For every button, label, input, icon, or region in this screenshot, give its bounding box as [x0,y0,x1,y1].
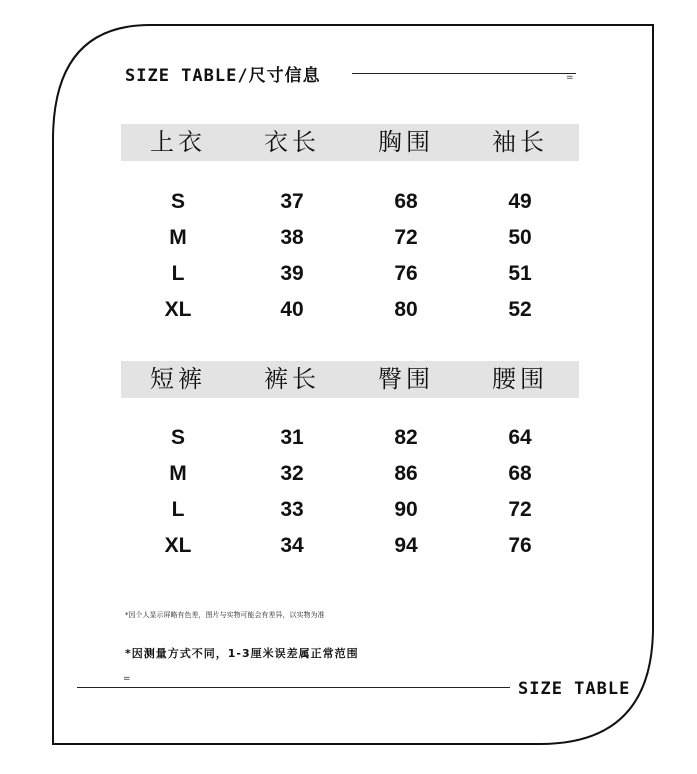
bottom-header-length: 裤长 [264,365,320,393]
footer-title: SIZE TABLE [518,679,631,699]
waist-cell: 64 [508,426,532,449]
top-header-length: 衣长 [264,128,320,156]
hip-cell: 94 [394,534,418,557]
waist-cell: 68 [508,462,532,485]
chest-cell: 68 [394,190,418,213]
waist-cell: 76 [508,534,532,557]
size-cell: S [170,190,185,213]
chest-cell: 80 [394,298,418,321]
size-cell: S [170,426,185,449]
length-cell: 31 [280,426,304,449]
size-cell: L [171,262,185,285]
hip-cell: 86 [394,462,418,485]
note-display-difference: *因个人显示屏略有色差，图片与实物可能会有差异，以实物为准 [125,611,325,619]
length-cell: 38 [280,226,304,249]
length-cell: 34 [280,534,304,557]
bottom-header-hip: 臀围 [378,365,434,393]
top-header-sleeve: 袖长 [492,128,548,156]
bottom-header-garment: 短裤 [150,365,206,393]
bottom-header-waist: 腰围 [492,365,548,393]
sleeve-cell: 51 [508,262,532,285]
footer-mark: = [123,674,131,684]
length-cell: 33 [280,498,304,521]
hip-cell: 90 [394,498,418,521]
header-title: SIZE TABLE/尺寸信息 [125,66,321,86]
size-cell: L [171,498,185,521]
size-cell: XL [164,298,192,321]
chest-cell: 76 [394,262,418,285]
chest-cell: 72 [394,226,418,249]
waist-cell: 72 [508,498,532,521]
sleeve-cell: 49 [508,190,532,213]
length-cell: 39 [280,262,304,285]
header-divider [352,73,576,74]
length-cell: 40 [280,298,304,321]
size-cell: M [169,226,187,249]
length-cell: 37 [280,190,304,213]
top-header-chest: 胸围 [378,128,434,156]
footer-divider [77,687,510,688]
note-measurement-tolerance: *因测量方式不同，1-3厘米误差属正常范围 [125,647,359,660]
top-table-header-band [121,124,579,161]
bottom-table-header-band [121,361,579,398]
length-cell: 32 [280,462,304,485]
header-mark: = [566,73,574,83]
sleeve-cell: 52 [508,298,532,321]
hip-cell: 82 [394,426,418,449]
sleeve-cell: 50 [508,226,532,249]
size-cell: M [169,462,187,485]
top-header-garment: 上衣 [150,128,206,156]
size-cell: XL [164,534,192,557]
